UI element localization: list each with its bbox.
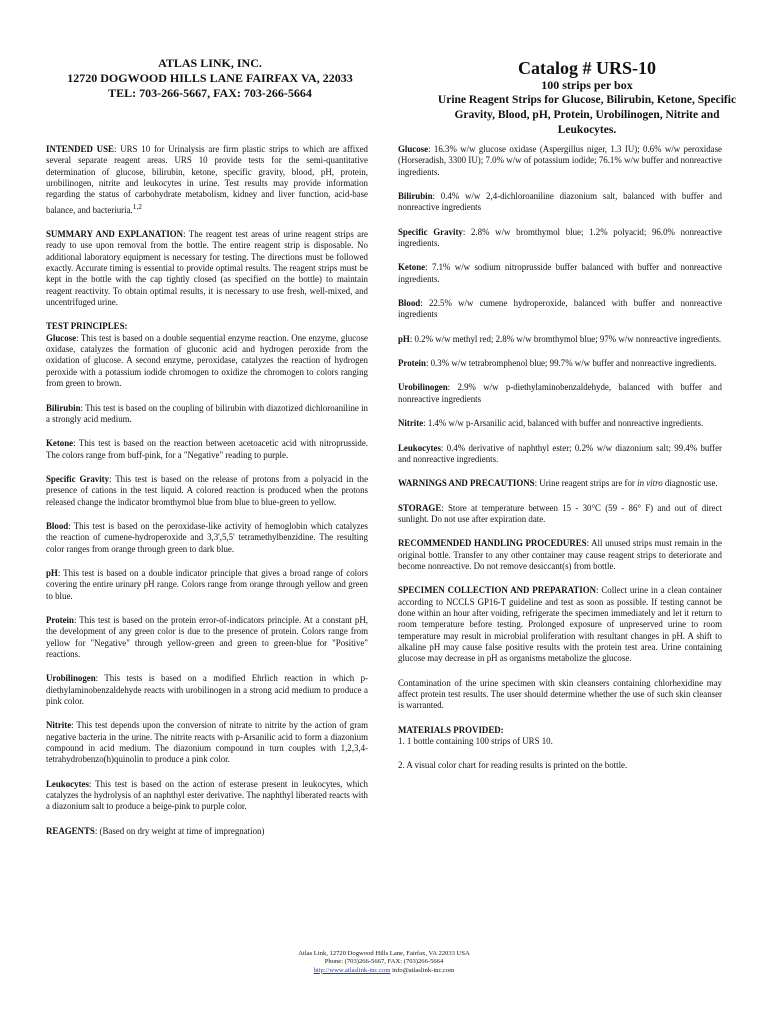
reagents-heading: REAGENTS (46, 825, 95, 836)
company-address: 12720 DOGWOOD HILLS LANE FAIRFAX VA, 22033 (67, 71, 353, 85)
test-principle (46, 720, 368, 765)
materials-heading: MATERIALS PROVIDED: (398, 724, 504, 735)
reagent-composition (398, 298, 722, 321)
reagent-composition-label: Leukocytes (398, 442, 441, 453)
reagent-composition-label: Protein (398, 358, 426, 369)
specimen-text: : Collect urine in a clean container according to NCCLS GP16-T guideline and test as soon as possible. If testing cannot be done within an hour after voiding, refrigerate the specimen immediately and let it return to room temperature before testing. Prolonged exposure of unpreserved urine to room temperature may result in microbial proliferation with resultant changes in pH. A shift to alkaline pH may cause false positive results with the protein test area. Urine containing glucose may decrease in pH as organisms metabolize the glucose. (398, 585, 723, 664)
intended-use-refs: 1,2 (132, 201, 142, 211)
catalog-header (428, 58, 746, 138)
reagent-composition-text: : 0.3% w/w tetrabromphenol blue; 99.7% w/w buffer and nonreactive ingredients. (425, 358, 717, 369)
test-principle-text: : This test is based on a double sequential enzyme reaction. One enzyme, glucose oxidase, catalyzes the formation of gluconic acid and hydrogen peroxide from the oxidation of glucose. A second enzyme, peroxidase, catalyzes the reaction of hydrogen peroxide with a potassium iodide chromogen to oxidize the chromogen to colors ranging from green to brown. (46, 332, 368, 389)
page-footer (200, 950, 568, 975)
catalog-description: Urine Reagent Strips for Glucose, Bilirubin, Ketone, Specific Gravity, Blood, pH, Protein, Urobilinogen, Nitrite and Leukocytes. (437, 94, 737, 136)
test-principle-label: Protein (46, 614, 74, 625)
intended-use-heading: INTENDED USE (46, 144, 114, 154)
reagent-composition (398, 443, 722, 466)
reagent-composition (398, 227, 722, 250)
reagent-composition-text: : 1.4% w/w p-Arsanilic acid, balanced with buffer and nonreactive ingredients. (423, 418, 704, 429)
test-principle (46, 779, 368, 813)
reagent-composition-text: : 2.8% w/w bromthymol blue; 1.2% polyacid; 96.0% nonreactive ingredients. (398, 226, 722, 249)
footer-contact (200, 967, 568, 975)
test-principle (46, 438, 368, 461)
reagent-composition (398, 358, 722, 369)
catalog-count: 100 strips per box (541, 78, 633, 92)
reagent-composition-label: Nitrite (398, 418, 424, 429)
test-principle-text: : This test is based on the reaction between acetoacetic acid with nitroprusside. The colors range from buff-pink, for a "Negative" reading to purple. (46, 438, 368, 460)
specimen-section (398, 585, 722, 664)
test-principle-label: Leukocytes (46, 778, 89, 789)
test-principle (46, 403, 368, 426)
test-principle-text: : This test is based on the release of protons from a polyacid in the presence of cations in the test liquid. A colored reaction is produced when the protons released change the indicator bromthymol blue from blue to blue-green to yellow. (46, 473, 369, 507)
test-principle (46, 521, 368, 555)
test-principle-text: : This test depends upon the conversion of nitrate to nitrite by the action of gram negative bacteria in the urine. The nitrite reacts with p-Arsanilic acid to form a diazonium compound in acid medium. The diazonium compound in turn couples with 1,2,3,4-tetrahydrobenzo(h)quinolin to produce a pink color. (46, 720, 368, 765)
test-principle-text: : This tests is based on a modified Ehrlich reaction in which p-diethylaminobenzaldehyde reacts with urobilinogen in a strong acid medium to produce a pink color. (46, 673, 368, 707)
company-header (40, 56, 380, 101)
intended-use-text: : URS 10 for Urinalysis are firm plastic strips to which are affixed several separate reagent areas. URS 10 provide tests for the semi-quantitative determination of glucose, bilirubin, ketone, specific gravity, blood, pH, protein, urobilinogen, nitrite and leukocytes in urine. Test results may provide information regarding the status of carbohydrate metabolism, kidney and liver function, acid-base balance, and bacteriuria. (46, 144, 368, 215)
reagent-composition-label: pH (398, 333, 410, 344)
reagent-composition-text: : 22.5% w/w cumene hydroperoxide, balanced with buffer and nonreactive ingredients (398, 298, 722, 320)
summary-text: : The reagent test areas of urine reagent strips are ready to use upon removal from the bottle. The entire reagent strip is disposable. No additional laboratory equipment is necessary for testing. The directions must be followed exactly. Accurate timing is essential to provide optimal results. The reagent strips must be kept in the bottle with the cap tightly closed (as specified on the bottle) to maintain reagent reactivity. To obtain optimal results, it is necessary to use fresh, well-mixed, and uncentrifuged urine. (46, 229, 368, 308)
reagent-composition-list (398, 144, 722, 465)
left-column (46, 144, 368, 850)
test-principles-list (46, 333, 368, 813)
reagents-section (46, 826, 368, 837)
test-principle (46, 333, 368, 390)
reagent-composition-text: : 0.2% w/w methyl red; 2.8% w/w bromthymol blue; 97% w/w nonreactive ingredients. (409, 333, 722, 344)
warnings-text: : Urine reagent strips are for (534, 478, 638, 489)
reagent-composition-text: : 0.4% w/w 2,4-dichloroaniline diazonium salt, balanced with buffer and nonreactive ingredients (398, 191, 722, 213)
reagent-composition (398, 144, 722, 178)
reagents-text: : (Based on dry weight at time of impregnation) (94, 825, 265, 836)
test-principle (46, 615, 368, 660)
reagent-composition-text: : 2.9% w/w p-diethylaminobenzaldehyde, balanced with buffer and nonreactive ingredients (398, 382, 722, 404)
handling-text: : All unused strips must remain in the original bottle. Transfer to any other container may cause reagent strips to deteriorate and become nonreactive. Do not remove desiccant(s) from bottle. (398, 538, 722, 571)
storage-section (398, 503, 722, 526)
test-principles-heading: TEST PRINCIPLES: (46, 321, 128, 332)
test-principle-text: : This test is based on the coupling of bilirubin with diazotized dichloroaniline in a strongly acid medium. (46, 402, 368, 424)
storage-text: : Store at temperature between 15 - 30°C (59 - 86° F) and out of direct sunlight. Do not use after expiration date. (398, 502, 722, 524)
test-principle-label: Urobilinogen (46, 673, 96, 684)
footer-email: info@atlaslink-inc.com (390, 966, 455, 974)
footer-address: Atlas Link, 12720 Dogwood Hills Lane, Fairfax, VA 22033 USA (298, 950, 470, 957)
reagent-composition (398, 262, 722, 285)
test-principle-text: : This test is based on the peroxidase-like activity of hemoglobin which catalyzes the reaction of cumene-hydroperoxide and 3,3',5,5' tetramethylbenzidine. The resulting color ranges from orange through green to dark blue. (46, 520, 368, 554)
company-phone: TEL: 703-266-5667, FAX: 703-266-5664 (108, 86, 312, 100)
handling-section (398, 538, 722, 572)
reagent-composition-label: Ketone (398, 262, 426, 273)
test-principle-label: Blood (46, 520, 69, 531)
test-principle-text: : This test is based on a double indicator principle that gives a broad range of colors covering the entire urinary pH range. Colors range from orange through yellow and green to blue. (46, 567, 368, 601)
warnings-section (398, 478, 722, 489)
reagent-composition-text: : 7.1% w/w sodium nitroprusside buffer balanced with buffer and nonreactive ingredients. (398, 262, 722, 284)
footer-phone: Phone: (703)266-5667, FAX: (703)266-5664 (324, 958, 444, 966)
warnings-text-end: diagnostic use. (662, 478, 718, 489)
test-principle-label: Bilirubin (46, 402, 81, 413)
test-principle-label: pH (46, 567, 58, 578)
reagent-composition-label: Specific Gravity (398, 226, 463, 237)
test-principle-text: : This test is based on the protein error-of-indicators principle. At a constant pH, the development of any green color is due to the presence of protein. Colors range from yellow for "Negative" through yellow-green and green to green-blue for "Positive" reactions. (46, 614, 368, 659)
test-principle (46, 568, 368, 602)
test-principle-label: Nitrite (46, 720, 72, 731)
materials-item: 2. A visual color chart for reading results is printed on the bottle. (398, 760, 628, 771)
reagent-composition (398, 334, 722, 345)
warnings-heading: WARNINGS AND PRECAUTIONS (398, 478, 535, 489)
summary-heading: SUMMARY AND EXPLANATION (46, 229, 184, 240)
specimen-contamination-text: Contamination of the urine specimen with skin cleansers containing chlorhexidine may affect protein test results. The user should determine whether the use of such skin cleanser is warranted. (398, 677, 722, 711)
reagent-composition-label: Urobilinogen (398, 382, 448, 393)
test-principle (46, 673, 368, 707)
materials-item: 1. 1 bottle containing 100 strips of URS 10. (398, 736, 553, 747)
test-principle-label: Glucose (46, 332, 77, 343)
reagent-composition-label: Blood (398, 298, 421, 309)
intended-use-section (46, 144, 368, 216)
test-principle (46, 474, 368, 508)
summary-section (46, 229, 368, 308)
catalog-number: Catalog # URS-10 (518, 58, 656, 78)
storage-heading: STORAGE (398, 502, 442, 513)
reagent-composition-label: Bilirubin (398, 191, 433, 202)
test-principle-text: : This test is based on the action of esterase present in leukocytes, which catalyzes the hydrolysis of an naphthyl ester derivative. The naphthyl liberated reacts with a diazonium salt to produce a beige-pink to purple color. (46, 778, 368, 812)
right-column (398, 144, 722, 785)
reagent-composition-text: : 16.3% w/w glucose oxidase (Aspergillus niger, 1.3 IU); 0.6% w/w peroxidase (Horseradish, 3300 IU); 7.0% w/w of potassium iodide; 76.1% w/w buffer and nonreactive ingredients. (398, 144, 722, 177)
reagent-composition (398, 418, 722, 429)
specimen-heading: SPECIMEN COLLECTION AND PREPARATION (398, 585, 597, 596)
handling-heading: RECOMMENDED HANDLING PROCEDURES (398, 538, 587, 549)
test-principle-label: Ketone (46, 438, 74, 449)
reagent-composition (398, 382, 722, 405)
website-link[interactable]: http://www.atlaslink-inc.com (313, 966, 391, 974)
reagent-composition-text: : 0.4% derivative of naphthyl ester; 0.2% w/w diazonium salt; 99.4% buffer and nonreactive ingredients. (398, 442, 722, 464)
warnings-italic: in vitro (637, 478, 663, 489)
reagent-composition-label: Glucose (398, 144, 429, 154)
reagent-composition (398, 191, 722, 214)
company-name: ATLAS LINK, INC. (158, 56, 262, 70)
test-principle-label: Specific Gravity (46, 473, 110, 484)
